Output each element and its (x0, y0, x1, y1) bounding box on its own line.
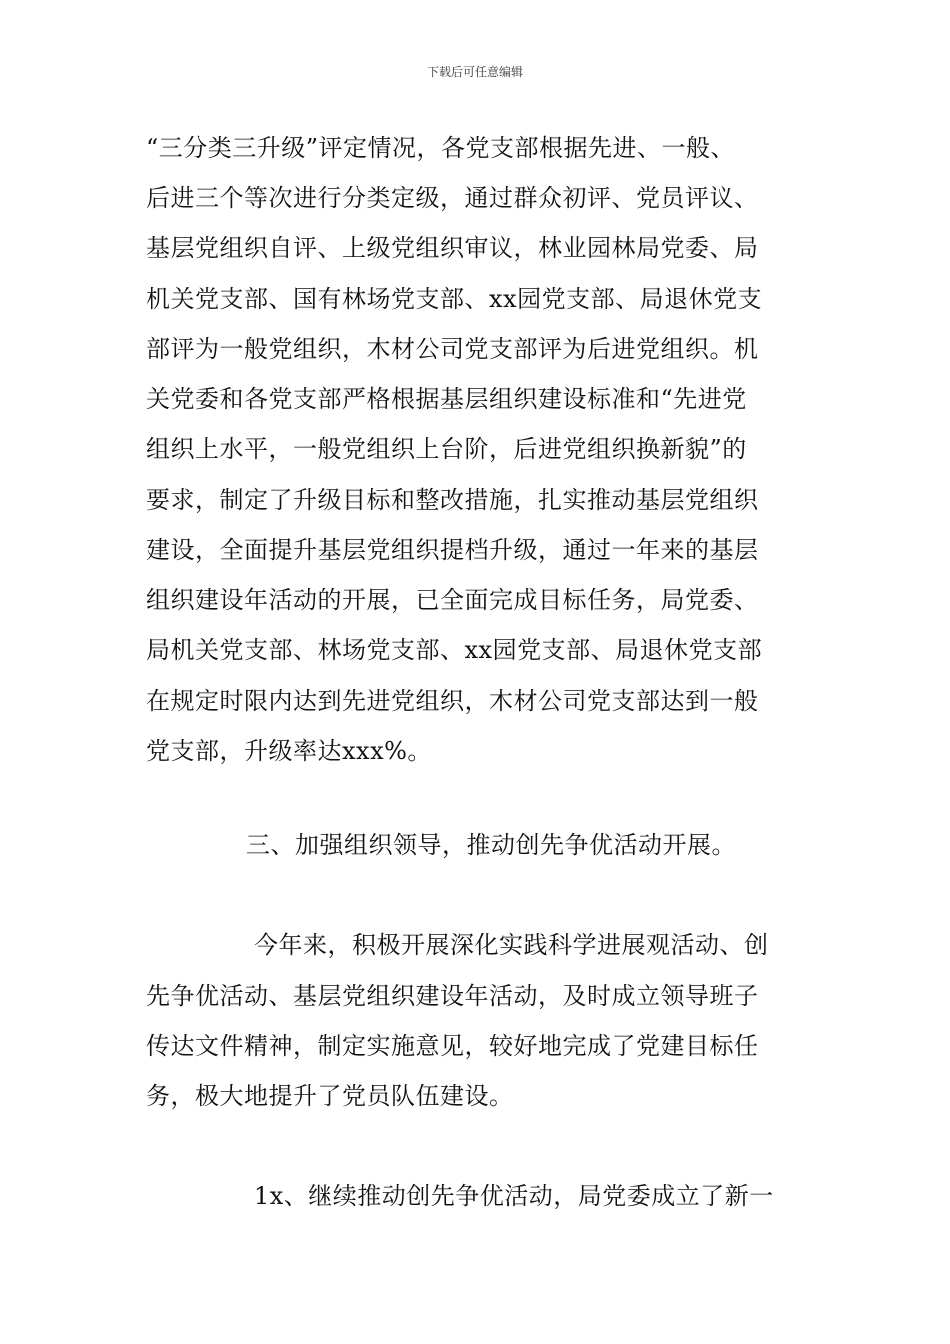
paragraph-2-line-1: 今年来，积极开展深化实践科学进展观活动、创 (254, 931, 769, 959)
paragraph-1-line-8: 要求，制定了升级目标和整改措施，扎实推动基层党组织 (146, 486, 759, 514)
paragraph-1-line-13: 党支部，升级率达xxx%。 (146, 737, 432, 765)
paragraph-1-line-7: 组织上水平，一般党组织上台阶，后进党组织换新貌”的 (146, 435, 747, 463)
paragraph-2-line-3: 传达文件精神，制定实施意见，较好地完成了党建目标任 (146, 1032, 759, 1060)
paragraph-1-line-6: 关党委和各党支部严格根据基层组织建设标准和“先进党 (146, 385, 747, 413)
paragraph-1-line-9: 建设，全面提升基层党组织提档升级，通过一年来的基层 (146, 536, 759, 564)
paragraph-1-line-11: 局机关党支部、林场党支部、xx园党支部、局退休党支部 (146, 636, 763, 664)
paragraph-1-line-4: 机关党支部、国有林场党支部、xx园党支部、局退休党支 (146, 285, 763, 313)
paragraph-2-line-4: 务，极大地提升了党员队伍建设。 (146, 1082, 514, 1110)
page-header: 下载后可任意编辑 (426, 65, 523, 79)
paragraph-1-line-10: 组织建设年活动的开展，已全面完成目标任务，局党委、 (146, 586, 759, 614)
paragraph-1-line-5: 部评为一般党组织，木材公司党支部评为后进党组织。机 (146, 335, 759, 363)
paragraph-1-line-1: “三分类三升级”评定情况，各党支部根据先进、一般、 (146, 134, 736, 162)
paragraph-1-line-12: 在规定时限内达到先进党组织，木材公司党支部达到一般 (146, 687, 759, 715)
section-heading: 三、加强组织领导，推动创先争优活动开展。 (246, 831, 736, 859)
paragraph-1-line-2: 后进三个等次进行分类定级，通过群众初评、党员评议、 (146, 184, 759, 212)
paragraph-1-line-3: 基层党组织自评、上级党组织审议，林业园林局党委、局 (146, 234, 759, 262)
paragraph-2-line-2: 先争优活动、基层党组织建设年活动，及时成立领导班子 (146, 982, 759, 1010)
paragraph-3-line-1: 1x、继续推动创先争优活动，局党委成立了新一 (254, 1182, 774, 1210)
